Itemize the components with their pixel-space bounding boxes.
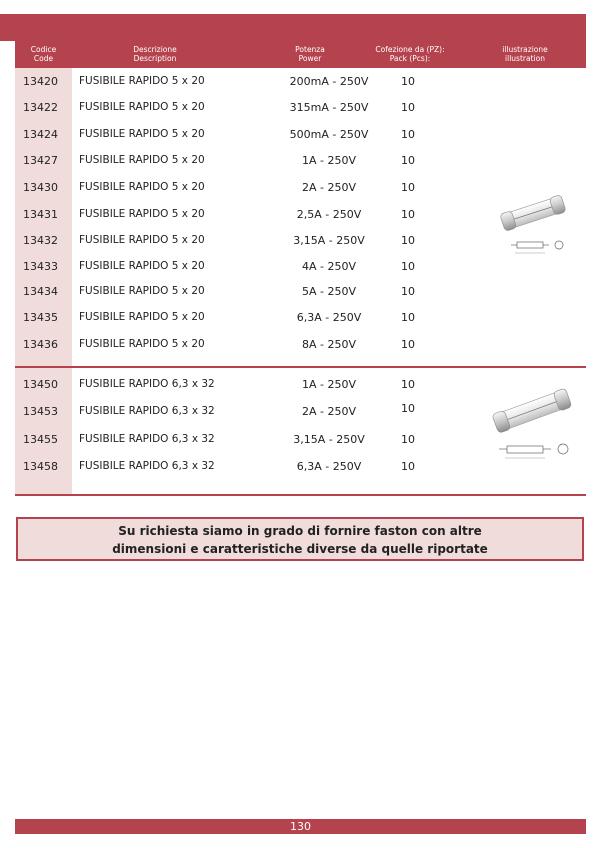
top-banner [0,14,586,41]
table-bottom-border [15,494,586,496]
row-pack: 10 [401,285,415,298]
header-illustration [475,45,575,63]
header-description-it: Descrizione [133,45,177,54]
fuse-6x32-illustration [485,385,581,465]
header-illustration-it: illustrazione [502,45,548,54]
row-description: FUSIBILE RAPIDO 5 x 20 [79,234,205,246]
row-code: 13432 [23,234,58,247]
row-code: 13450 [23,378,58,391]
row-code: 13431 [23,208,58,221]
row-pack: 10 [401,75,415,88]
product-table [15,41,586,495]
row-description: FUSIBILE RAPIDO 5 x 20 [79,154,205,166]
row-power: 3,15A - 250V [293,433,365,446]
row-power: 8A - 250V [301,338,356,351]
header-code-it: Codice [30,45,57,54]
row-description: FUSIBILE RAPIDO 5 x 20 [79,181,205,193]
row-power: 2,5A - 250V [296,208,362,221]
group-separator [15,366,586,368]
row-pack: 10 [401,378,415,391]
fuse-5x20-illustration [493,191,573,263]
row-pack: 10 [401,460,415,473]
table-row [15,335,586,355]
table-header [15,41,586,68]
row-code: 13458 [23,460,58,473]
row-pack: 10 [401,208,415,221]
row-description: FUSIBILE RAPIDO 6,3 x 32 [79,405,215,417]
row-code: 13436 [23,338,58,351]
row-description: FUSIBILE RAPIDO 6,3 x 32 [79,433,215,445]
row-pack: 10 [401,181,415,194]
header-description-en: Description [133,54,177,63]
row-description: FUSIBILE RAPIDO 5 x 20 [79,260,205,272]
table-row [15,151,586,171]
row-power: 3,15A - 250V [293,234,365,247]
table-row [15,282,586,302]
row-code: 13433 [23,260,58,273]
row-power: 4A - 250V [301,260,356,273]
row-power: 1A - 250V [301,378,356,391]
header-power [270,45,350,63]
header-pack-it: Cofezione da (PZ): [375,45,445,54]
row-power: 2A - 250V [301,405,356,418]
header-code-en: Code [33,54,54,63]
row-code: 13453 [23,405,58,418]
row-description: FUSIBILE RAPIDO 5 x 20 [79,101,205,113]
row-description: FUSIBILE RAPIDO 5 x 20 [79,285,205,297]
row-power: 200mA - 250V [289,75,369,88]
row-description: FUSIBILE RAPIDO 5 x 20 [79,128,205,140]
header-pack-en: Pack (Pcs): [389,54,431,63]
row-code: 13424 [23,128,58,141]
header-pack [360,45,460,63]
row-power: 5A - 250V [301,285,356,298]
row-code: 13427 [23,154,58,167]
table-row [15,98,586,118]
page-number: 130 [290,820,311,833]
header-description [75,45,235,63]
table-row [15,308,586,328]
row-description: FUSIBILE RAPIDO 5 x 20 [79,208,205,220]
row-pack: 10 [401,311,415,324]
row-power: 1A - 250V [301,154,356,167]
row-pack: 10 [401,433,415,446]
row-power: 6,3A - 250V [296,460,362,473]
info-note-box [16,517,584,561]
row-pack: 10 [401,128,415,141]
row-description: FUSIBILE RAPIDO 6,3 x 32 [79,378,215,390]
row-description: FUSIBILE RAPIDO 5 x 20 [79,75,205,87]
row-code: 13422 [23,101,58,114]
row-description: FUSIBILE RAPIDO 6,3 x 32 [79,460,215,472]
row-code: 13434 [23,285,58,298]
row-power: 500mA - 250V [289,128,369,141]
row-code: 13435 [23,311,58,324]
row-pack: 10 [401,338,415,351]
row-pack: 10 [401,101,415,114]
header-power-en: Power [298,54,322,63]
table-row [15,125,586,145]
page-footer [15,819,586,834]
row-code: 13455 [23,433,58,446]
row-power: 315mA - 250V [289,101,369,114]
table-row [15,72,586,92]
row-power: 6,3A - 250V [296,311,362,324]
header-code [15,45,72,63]
row-code: 13430 [23,181,58,194]
row-power: 2A - 250V [301,181,356,194]
note-line-1: Su richiesta siamo in grado di fornire faston con altre [118,524,482,538]
row-pack: 10 [401,234,415,247]
row-code: 13420 [23,75,58,88]
header-illustration-en: illustration [505,54,545,63]
row-pack: 10 [401,154,415,167]
row-pack: 10 [401,260,415,273]
row-description: FUSIBILE RAPIDO 5 x 20 [79,338,205,350]
row-pack: 10 [401,402,415,415]
header-power-it: Potenza [295,45,325,54]
note-line-2: dimensioni e caratteristiche diverse da quelle riportate [112,542,488,556]
row-description: FUSIBILE RAPIDO 5 x 20 [79,311,205,323]
